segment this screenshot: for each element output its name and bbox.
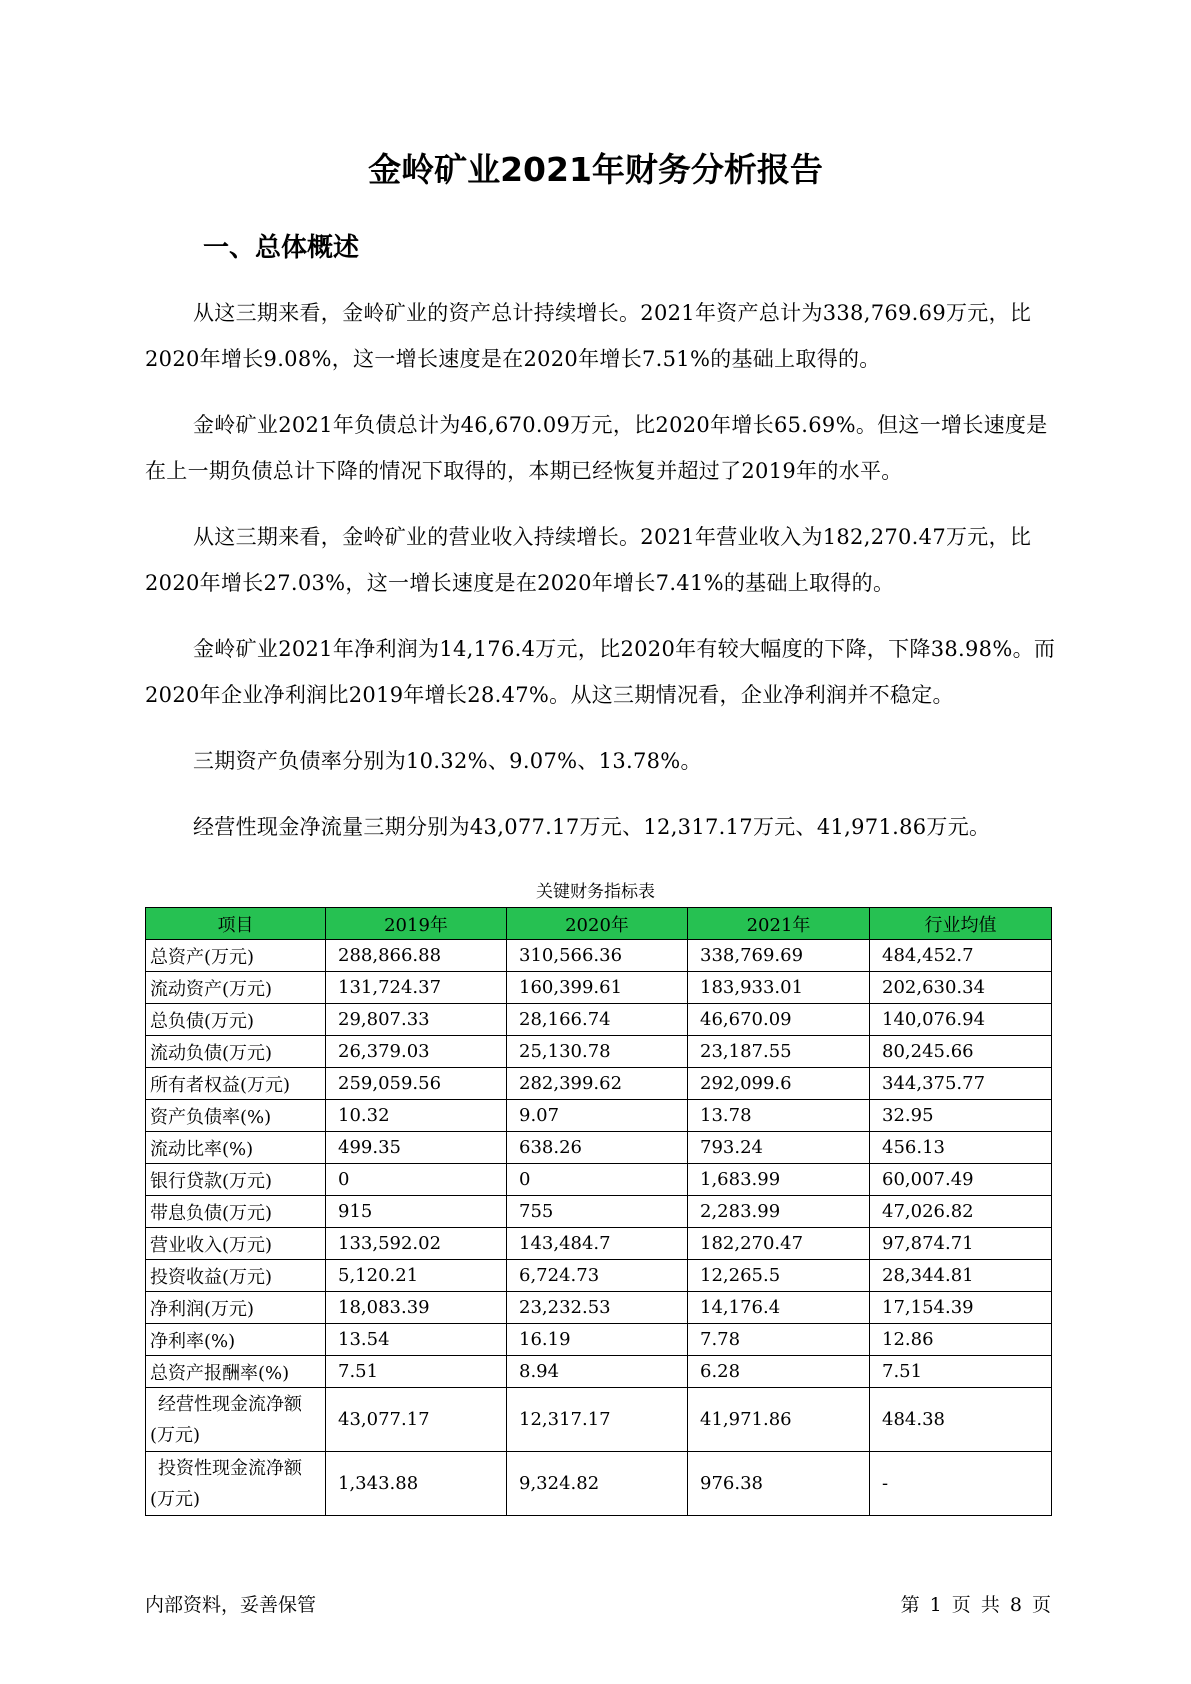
- cell-value: 16.19: [507, 1324, 688, 1356]
- cell-value: 28,344.81: [870, 1260, 1052, 1292]
- cell-value: 131,724.37: [326, 972, 507, 1004]
- row-label: 带息负债(万元): [146, 1196, 326, 1228]
- cell-value: 47,026.82: [870, 1196, 1052, 1228]
- cell-value: 41,971.86: [688, 1388, 870, 1452]
- table-row: [146, 1292, 1052, 1324]
- paragraph-net-profit: 金岭矿业2021年净利润为14,176.4万元，比2020年有较大幅度的下降，下降38.98%。而2020年企业净利润比2019年增长28.47%。从这三期情况看，企业净利润并不稳定。: [145, 637, 1056, 707]
- row-label: 投资性现金流净额(万元): [146, 1452, 326, 1516]
- cell-value: 46,670.09: [688, 1004, 870, 1036]
- body-text: [145, 290, 1063, 870]
- cell-value: 484,452.7: [870, 940, 1052, 972]
- cell-value: 25,130.78: [507, 1036, 688, 1068]
- footer-confidential-note: 内部资料，妥善保管: [145, 1594, 317, 1616]
- footer-page-number: 第 1 页 共 8 页: [900, 1594, 1051, 1616]
- cell-value: 12.86: [870, 1324, 1052, 1356]
- cell-value: 1,343.88: [326, 1452, 507, 1516]
- table-row: [146, 940, 1052, 972]
- cell-value: 17,154.39: [870, 1292, 1052, 1324]
- cell-value: -: [870, 1452, 1052, 1516]
- section-heading: 一、总体概述: [203, 233, 360, 263]
- row-label: 净利润(万元): [146, 1292, 326, 1324]
- paragraph-assets: 从这三期来看，金岭矿业的资产总计持续增长。2021年资产总计为338,769.69万元，比2020年增长9.08%，这一增长速度是在2020年增长7.51%的基础上取得的。: [145, 301, 1032, 371]
- row-label: 流动资产(万元): [146, 972, 326, 1004]
- row-label: 投资收益(万元): [146, 1260, 326, 1292]
- cell-value: 14,176.4: [688, 1292, 870, 1324]
- cell-value: 915: [326, 1196, 507, 1228]
- cell-value: 183,933.01: [688, 972, 870, 1004]
- cell-value: 259,059.56: [326, 1068, 507, 1100]
- cell-value: 32.95: [870, 1100, 1052, 1132]
- cell-value: 143,484.7: [507, 1228, 688, 1260]
- paragraph-cash-flow: 经营性现金净流量三期分别为43,077.17万元、12,317.17万元、41,971.86万元。: [193, 815, 991, 839]
- table-row: [146, 1036, 1052, 1068]
- cell-value: 793.24: [688, 1132, 870, 1164]
- row-label: 总资产报酬率(%): [146, 1356, 326, 1388]
- table-caption: 关键财务指标表: [536, 882, 655, 902]
- row-label: 资产负债率(%): [146, 1100, 326, 1132]
- row-label: 营业收入(万元): [146, 1228, 326, 1260]
- cell-value: 7.51: [326, 1356, 507, 1388]
- table-header-row: [146, 908, 1052, 940]
- cell-value: 10.32: [326, 1100, 507, 1132]
- header-2019: 2019年: [326, 908, 507, 940]
- cell-value: 976.38: [688, 1452, 870, 1516]
- paragraph-revenue: 从这三期来看，金岭矿业的营业收入持续增长。2021年营业收入为182,270.47万元，比2020年增长27.03%，这一增长速度是在2020年增长7.41%的基础上取得的。: [145, 525, 1032, 595]
- table-row: [146, 1132, 1052, 1164]
- header-2020: 2020年: [507, 908, 688, 940]
- row-label: 银行贷款(万元): [146, 1164, 326, 1196]
- cell-value: 0: [326, 1164, 507, 1196]
- cell-value: 29,807.33: [326, 1004, 507, 1036]
- cell-value: 7.78: [688, 1324, 870, 1356]
- cell-value: 282,399.62: [507, 1068, 688, 1100]
- cell-value: 2,283.99: [688, 1196, 870, 1228]
- table-row: [146, 1004, 1052, 1036]
- cell-value: 97,874.71: [870, 1228, 1052, 1260]
- row-label: 总负债(万元): [146, 1004, 326, 1036]
- cell-value: 8.94: [507, 1356, 688, 1388]
- cell-value: 182,270.47: [688, 1228, 870, 1260]
- cell-value: 338,769.69: [688, 940, 870, 972]
- row-label: 总资产(万元): [146, 940, 326, 972]
- cell-value: 456.13: [870, 1132, 1052, 1164]
- header-2021: 2021年: [688, 908, 870, 940]
- cell-value: 140,076.94: [870, 1004, 1052, 1036]
- table-row: [146, 1196, 1052, 1228]
- header-item: 项目: [146, 908, 326, 940]
- cell-value: 43,077.17: [326, 1388, 507, 1452]
- table-row: [146, 1388, 1052, 1452]
- cell-value: 6,724.73: [507, 1260, 688, 1292]
- cell-value: 7.51: [870, 1356, 1052, 1388]
- paragraph-debt-ratio: 三期资产负债率分别为10.32%、9.07%、13.78%。: [193, 749, 702, 773]
- row-label: 净利率(%): [146, 1324, 326, 1356]
- cell-value: 23,187.55: [688, 1036, 870, 1068]
- cell-value: 12,317.17: [507, 1388, 688, 1452]
- cell-value: 9.07: [507, 1100, 688, 1132]
- row-label: 所有者权益(万元): [146, 1068, 326, 1100]
- header-industry-average: 行业均值: [870, 908, 1052, 940]
- table-row: [146, 1260, 1052, 1292]
- table-row: [146, 1100, 1052, 1132]
- cell-value: 292,099.6: [688, 1068, 870, 1100]
- cell-value: 160,399.61: [507, 972, 688, 1004]
- cell-value: 288,866.88: [326, 940, 507, 972]
- cell-value: 13.54: [326, 1324, 507, 1356]
- cell-value: 5,120.21: [326, 1260, 507, 1292]
- cell-value: 755: [507, 1196, 688, 1228]
- cell-value: 1,683.99: [688, 1164, 870, 1196]
- cell-value: 80,245.66: [870, 1036, 1052, 1068]
- table-row: [146, 1452, 1052, 1516]
- cell-value: 60,007.49: [870, 1164, 1052, 1196]
- table-row: [146, 1164, 1052, 1196]
- table-row: [146, 1356, 1052, 1388]
- cell-value: 18,083.39: [326, 1292, 507, 1324]
- table-row: [146, 1228, 1052, 1260]
- cell-value: 12,265.5: [688, 1260, 870, 1292]
- financial-indicators-table: [145, 907, 1052, 1516]
- cell-value: 133,592.02: [326, 1228, 507, 1260]
- cell-value: 26,379.03: [326, 1036, 507, 1068]
- table-row: [146, 1324, 1052, 1356]
- cell-value: 28,166.74: [507, 1004, 688, 1036]
- cell-value: 202,630.34: [870, 972, 1052, 1004]
- cell-value: 638.26: [507, 1132, 688, 1164]
- cell-value: 344,375.77: [870, 1068, 1052, 1100]
- paragraph-liabilities: 金岭矿业2021年负债总计为46,670.09万元，比2020年增长65.69%。但这一增长速度是在上一期负债总计下降的情况下取得的，本期已经恢复并超过了2019年的水平。: [145, 413, 1048, 483]
- cell-value: 484.38: [870, 1388, 1052, 1452]
- page-title: 金岭矿业2021年财务分析报告: [368, 150, 823, 189]
- row-label: 流动比率(%): [146, 1132, 326, 1164]
- cell-value: 310,566.36: [507, 940, 688, 972]
- cell-value: 6.28: [688, 1356, 870, 1388]
- table-row: [146, 972, 1052, 1004]
- cell-value: 23,232.53: [507, 1292, 688, 1324]
- cell-value: 0: [507, 1164, 688, 1196]
- cell-value: 499.35: [326, 1132, 507, 1164]
- row-label: 流动负债(万元): [146, 1036, 326, 1068]
- cell-value: 13.78: [688, 1100, 870, 1132]
- cell-value: 9,324.82: [507, 1452, 688, 1516]
- row-label: 经营性现金流净额(万元): [146, 1388, 326, 1452]
- table-row: [146, 1068, 1052, 1100]
